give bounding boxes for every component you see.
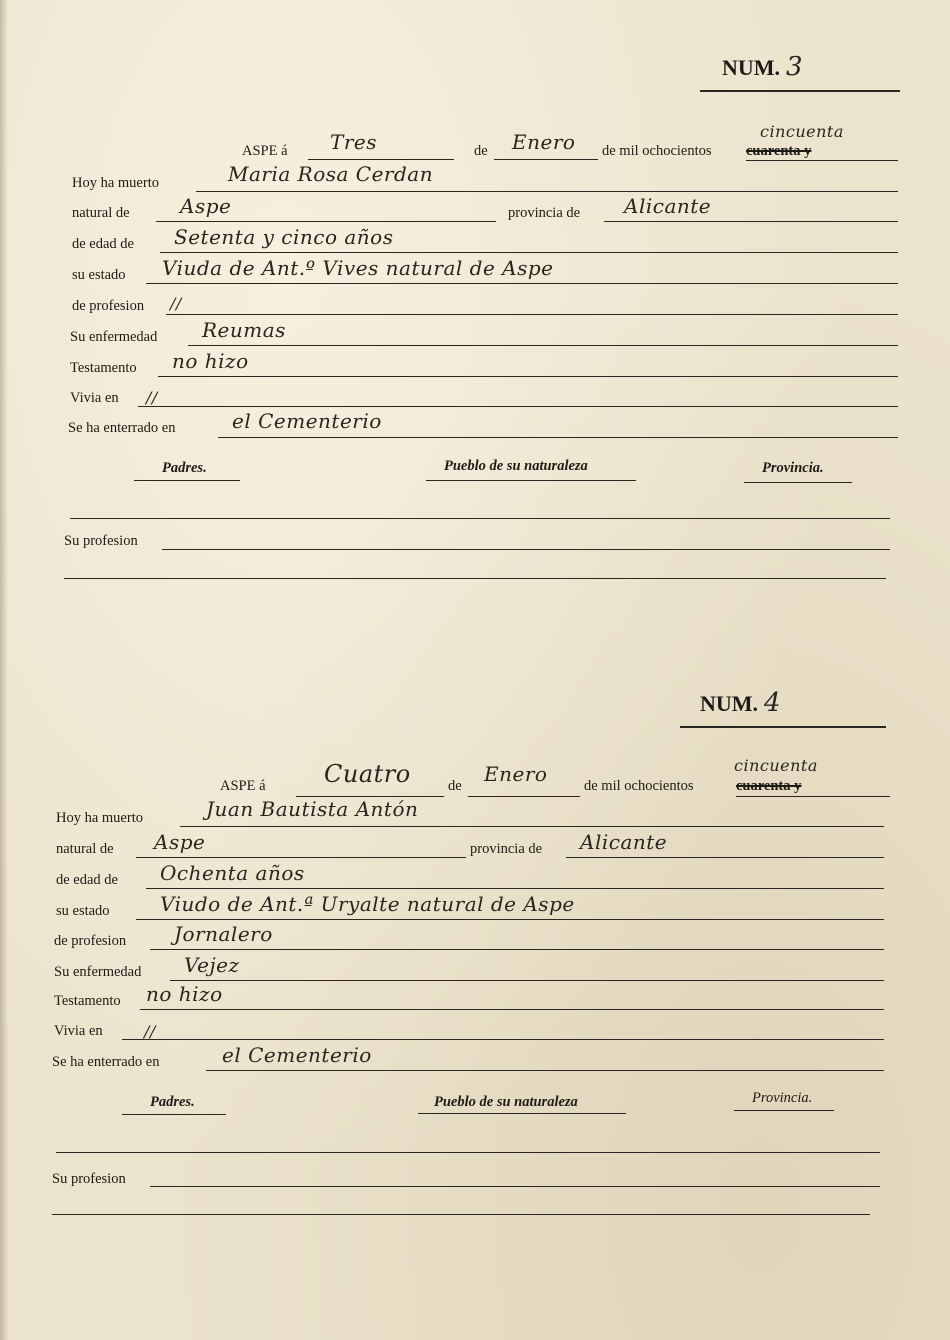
pueblo-header-line [426, 480, 636, 481]
testamento-line [158, 376, 898, 377]
day-line [308, 159, 454, 160]
edad-value: Ochenta años [160, 861, 305, 885]
su-profesion-label: Su profesion [64, 533, 138, 549]
provincia-value: Alicante [580, 830, 668, 854]
profesion-value: // [170, 294, 182, 313]
enterrado-label: Se ha enterrado en [52, 1054, 160, 1070]
vivia-value: // [146, 388, 158, 407]
provincia-label: provincia de [470, 841, 543, 857]
profesion-line [150, 949, 884, 950]
su-profesion-line [150, 1186, 880, 1187]
natural-line [136, 857, 466, 858]
year-written: cincuenta [734, 756, 818, 775]
natural-label: natural de [56, 841, 114, 857]
enfermedad-label: Su enfermedad [70, 329, 158, 345]
de-label: de [448, 778, 462, 794]
edad-label: de edad de [72, 236, 134, 252]
edad-label: de edad de [56, 872, 118, 888]
provincia-col-header: Provincia. [752, 1090, 813, 1106]
enterrado-line [206, 1070, 884, 1071]
enfermedad-value: Vejez [184, 953, 240, 977]
closing-line [52, 1214, 870, 1215]
padres-header-line [122, 1114, 226, 1115]
name-value: Maria Rosa Cerdan [228, 162, 434, 186]
pueblo-header-line [418, 1113, 626, 1114]
record-number [722, 52, 803, 82]
su-profesion-line [162, 549, 890, 550]
month-line [494, 159, 598, 160]
estado-line [136, 919, 884, 920]
num-value: 3 [786, 52, 803, 82]
provincia-line [566, 857, 884, 858]
provincia-value: Alicante [624, 194, 712, 218]
profesion-value: Jornalero [174, 922, 273, 946]
enfermedad-label: Su enfermedad [54, 964, 142, 980]
pueblo-header: Pueblo de su naturaleza [444, 458, 588, 474]
year-prefix: de mil ochocientos [602, 143, 712, 159]
num-underline [680, 726, 886, 728]
su-profesion-label: Su profesion [52, 1171, 126, 1187]
place-label: ASPE á [220, 778, 266, 794]
year-prefix: de mil ochocientos [584, 778, 694, 794]
natural-line [156, 221, 496, 222]
died-label: Hoy ha muerto [56, 810, 143, 826]
day-value: Cuatro [324, 760, 411, 788]
profesion-label: de profesion [54, 933, 127, 949]
provincia-label: provincia de [508, 205, 581, 221]
enterrado-label: Se ha enterrado en [68, 420, 176, 436]
month-line [468, 796, 580, 797]
testamento-line [140, 1009, 884, 1010]
enfermedad-line [188, 345, 898, 346]
record-number [700, 688, 781, 718]
enfermedad-value: Reumas [202, 318, 286, 342]
died-label: Hoy ha muerto [72, 175, 159, 191]
estado-value: Viuda de Ant.º Vives natural de Aspe [162, 256, 554, 280]
year-line [746, 160, 898, 161]
estado-label: su estado [72, 267, 126, 283]
testamento-label: Testamento [70, 360, 137, 376]
name-value: Juan Bautista Antón [206, 797, 419, 821]
padres-header-line [134, 480, 240, 481]
edad-line [160, 252, 898, 253]
natural-value: Aspe [180, 194, 232, 218]
pueblo-header: Pueblo de su naturaleza [434, 1094, 578, 1110]
provincia-col-header: Provincia. [762, 460, 824, 476]
year-struck: cuarenta y [736, 778, 802, 794]
page-edge-shadow [0, 0, 8, 1340]
edad-value: Setenta y cinco años [174, 225, 394, 249]
vivia-line [138, 406, 898, 407]
testamento-value: no hizo [146, 982, 223, 1006]
enterrado-value: el Cementerio [232, 409, 382, 433]
de-label: de [474, 143, 488, 159]
testamento-value: no hizo [172, 349, 249, 373]
estado-value: Viudo de Ant.ª Uryalte natural de Aspe [160, 892, 575, 916]
profesion-line [166, 314, 898, 315]
name-line [180, 826, 884, 827]
padres-header: Padres. [162, 460, 207, 476]
profesion-label: de profesion [72, 298, 145, 314]
month-value: Enero [484, 762, 548, 786]
provincia-col-header-line [734, 1110, 834, 1111]
vivia-label: Vivia en [70, 390, 119, 406]
year-line [736, 796, 890, 797]
provincia-line [604, 221, 898, 222]
num-label: NUM. [722, 55, 781, 80]
padres-header: Padres. [150, 1094, 195, 1110]
estado-label: su estado [56, 903, 110, 919]
edad-line [146, 888, 884, 889]
num-underline [700, 90, 900, 92]
natural-label: natural de [72, 205, 130, 221]
name-line [196, 191, 898, 192]
vivia-label: Vivia en [54, 1023, 103, 1039]
estado-line [146, 283, 898, 284]
month-value: Enero [512, 130, 576, 154]
day-value: Tres [330, 130, 377, 154]
testamento-label: Testamento [54, 993, 121, 1009]
place-label: ASPE á [242, 143, 288, 159]
natural-value: Aspe [154, 830, 206, 854]
year-struck: cuarenta y [746, 143, 812, 159]
padres-row-line [56, 1152, 880, 1153]
vivia-value: // [144, 1022, 156, 1041]
year-written: cincuenta [760, 122, 844, 141]
enfermedad-line [170, 980, 884, 981]
num-label: NUM. [700, 691, 759, 716]
closing-line [64, 578, 886, 579]
vivia-line [122, 1039, 884, 1040]
provincia-col-header-line [744, 482, 852, 483]
enterrado-line [218, 437, 898, 438]
num-value: 4 [764, 688, 781, 718]
enterrado-value: el Cementerio [222, 1043, 372, 1067]
padres-row-line [70, 518, 890, 519]
